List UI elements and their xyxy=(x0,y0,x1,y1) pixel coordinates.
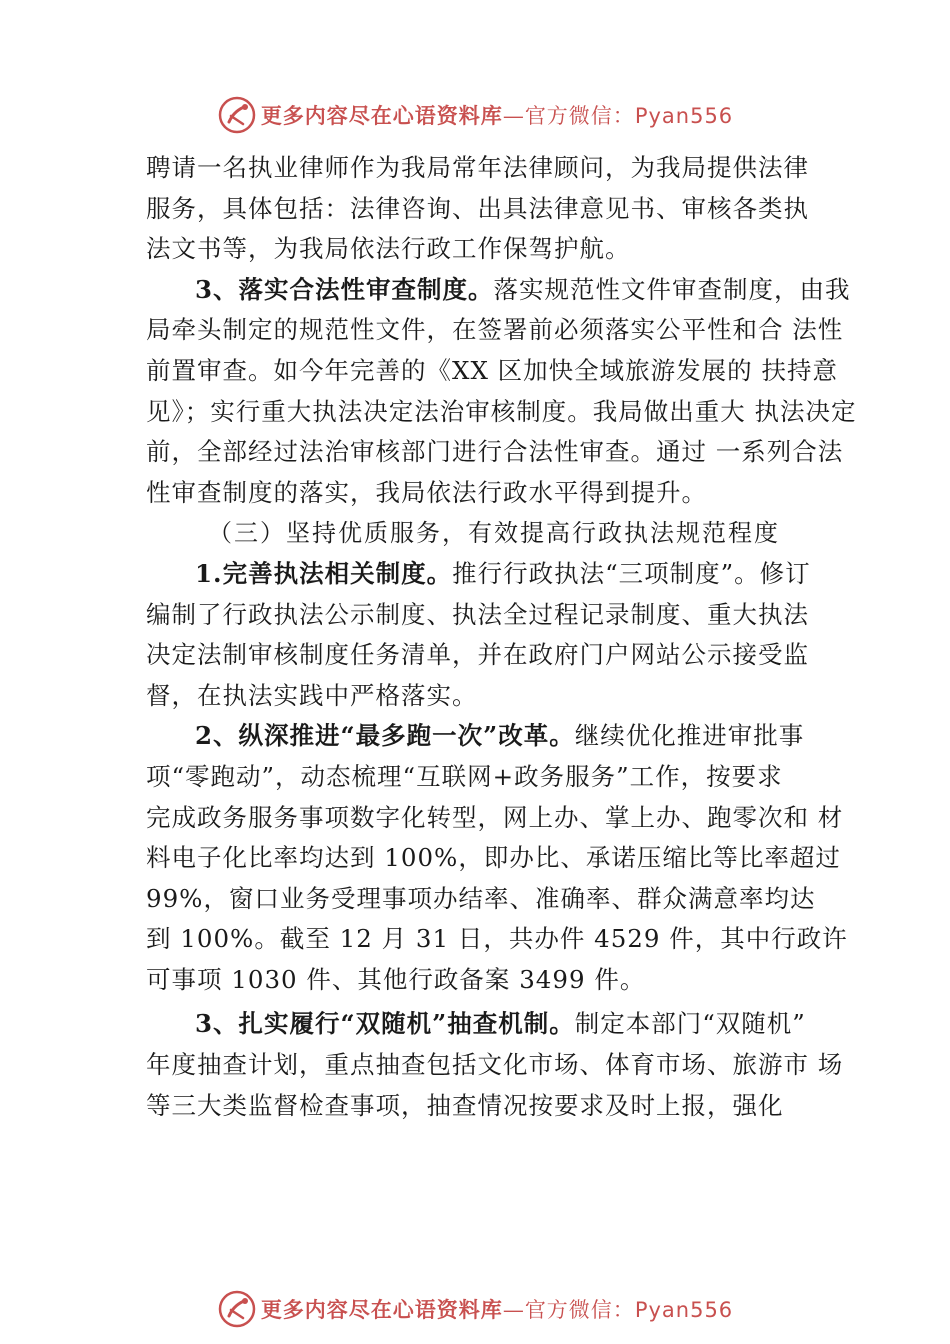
section-heading: 1.完善执法相关制度。 xyxy=(195,558,453,588)
paragraph-line: 性审查制度的落实，我局依法行政水平得到提升。 xyxy=(146,477,707,507)
banner-text: 更多内容尽在心语资料库—官方微信：Pyan556 xyxy=(260,103,734,128)
paragraph-line: 99%，窗口业务受理事项办结率、准确率、群众满意率均达 xyxy=(146,883,816,913)
paragraph-line: 见》；实行重大执法决定法治审核制度。我局做出重大 执法决定 xyxy=(146,396,857,426)
paragraph-line: 前，全部经过法治审核部门进行合法性审查。通过 一系列合法 xyxy=(146,437,844,467)
paragraph-line: 法文书等，为我局依法行政工作保驾护航。 xyxy=(146,234,631,264)
paragraph-first-line: 1.完善执法相关制度。推行行政执法“三项制度”。修订 xyxy=(195,558,811,588)
paragraph-first-line: 3、落实合法性审查制度。落实规范性文件审查制度，由我 xyxy=(195,274,851,304)
subsection-title: （三）坚持优质服务，有效提高行政执法规范程度 xyxy=(208,519,780,548)
document-body xyxy=(146,148,857,1126)
paragraph-line: 项“零跑动”，动态梳理“互联网+政务服务”工作，按要求 xyxy=(146,761,783,791)
paragraph-line: 料电子化比率均达到 100%，即办比、承诺压缩比等比率超过 xyxy=(146,843,841,873)
section-heading: 3、落实合法性审查制度。 xyxy=(195,274,494,304)
banner-text: 更多内容尽在心语资料库—官方微信：Pyan556 xyxy=(260,1297,734,1322)
paragraph-line: 聘请一名执业律师作为我局常年法律顾问，为我局提供法律 xyxy=(146,153,809,182)
paragraph-line: 可事项 1030 件、其他行政备案 3499 件。 xyxy=(146,964,646,994)
paragraph-line: 年度抽查计划，重点抽查包括文化市场、体育市场、旅游市 场 xyxy=(146,1050,844,1080)
section-heading: 3、扎实履行“双随机”抽查机制。 xyxy=(195,1009,575,1039)
paragraph-line: 前置审查。如今年完善的《XX 区加快全域旅游发展的 扶持意 xyxy=(146,355,838,385)
paragraph-line: 决定法制审核制度任务清单，并在政府门户网站公示接受监 xyxy=(146,640,809,670)
footer-banner xyxy=(0,1287,950,1331)
paragraph-first-line: 2、纵深推进“最多跑一次”改革。继续优化推进审批事 xyxy=(195,721,805,751)
paragraph-line: 服务，具体包括：法律咨询、出具法律意见书、审核各类执 xyxy=(146,193,809,223)
paragraph-line: 等三大类监督检查事项，抽查情况按要求及时上报，强化 xyxy=(146,1090,784,1120)
paragraph-line: 督，在执法实践中严格落实。 xyxy=(146,680,478,710)
paragraph-first-line: 3、扎实履行“双随机”抽查机制。制定本部门“双随机” xyxy=(195,1009,806,1039)
brand-logo-icon xyxy=(217,95,257,135)
section-heading: 2、纵深推进“最多跑一次”改革。 xyxy=(195,721,575,751)
paragraph-line: 到 100%。截至 12 月 31 日，共办件 4529 件，其中行政许 xyxy=(146,924,848,954)
paragraph-line: 编制了行政执法公示制度、执法全过程记录制度、重大执法 xyxy=(146,599,809,629)
paragraph-line: 局牵头制定的规范性文件，在签署前必须落实公平性和合 法性 xyxy=(146,315,844,345)
header-banner xyxy=(0,93,950,137)
brand-logo-icon xyxy=(217,1289,257,1329)
paragraph-line: 完成政务服务事项数字化转型，网上办、掌上办、跑零次和 材 xyxy=(146,802,844,832)
